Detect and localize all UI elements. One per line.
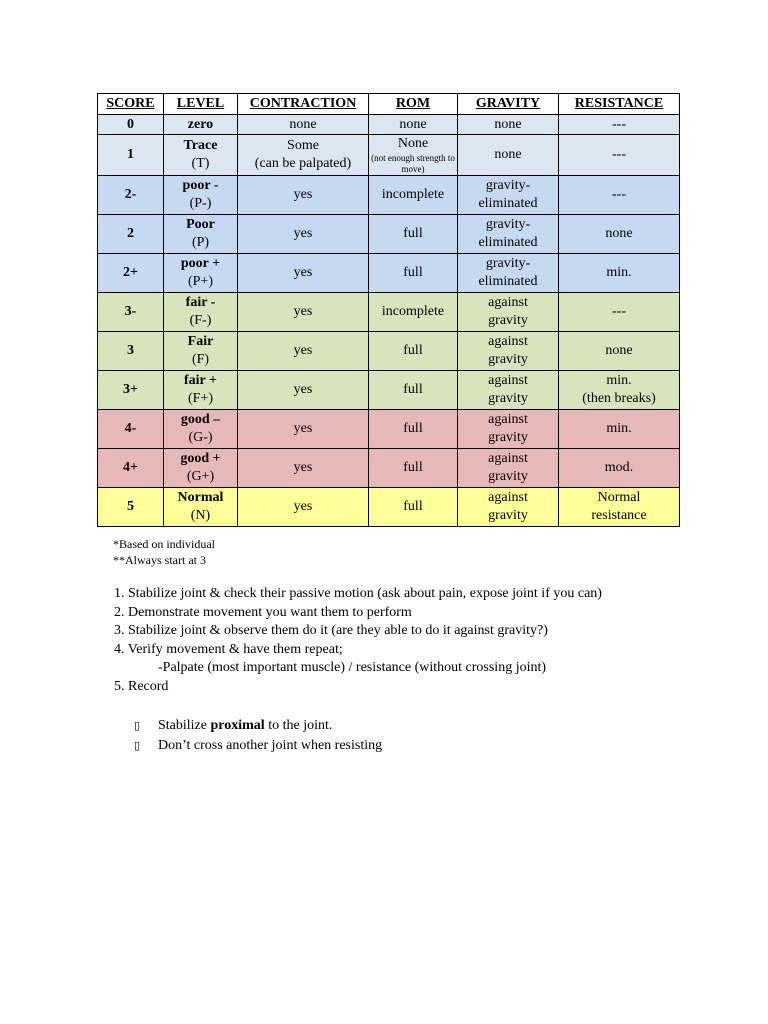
rom-value: incomplete bbox=[381, 304, 445, 319]
rom-cell bbox=[369, 488, 458, 527]
score-cell bbox=[98, 115, 164, 135]
level-name: Normal bbox=[177, 490, 224, 505]
score-cell bbox=[98, 254, 164, 293]
rom-note: (not enough strength to move) bbox=[371, 153, 455, 174]
gravity-value: none bbox=[494, 116, 522, 132]
contraction-value: yes bbox=[293, 304, 313, 319]
score-value: 3- bbox=[124, 304, 137, 319]
tip-text: Stabilize proximal to the joint. bbox=[158, 718, 333, 733]
table-row bbox=[98, 488, 680, 527]
level-name: Fair bbox=[187, 334, 214, 349]
contraction-value: yes bbox=[293, 421, 313, 436]
table-row bbox=[98, 215, 680, 254]
level-abbr: (G-) bbox=[188, 430, 213, 445]
tip-text: Don’t cross another joint when resisting bbox=[158, 737, 383, 753]
step-item: 4. Verify movement & have them repeat; bbox=[114, 641, 343, 657]
rom-cell bbox=[369, 135, 458, 176]
table-row bbox=[98, 371, 680, 410]
contraction-value: yes bbox=[293, 343, 313, 358]
level-cell bbox=[164, 332, 238, 371]
gravity-cell bbox=[458, 410, 559, 449]
bullet-box-icon: ▯ bbox=[134, 738, 141, 752]
rom-value: full bbox=[403, 499, 423, 514]
score-cell bbox=[98, 135, 164, 176]
level-cell bbox=[164, 293, 238, 332]
table-row bbox=[98, 115, 680, 135]
contraction-value: yes bbox=[293, 187, 313, 202]
resistance-cell bbox=[559, 488, 680, 527]
table-header-row bbox=[98, 94, 680, 115]
rom-cell bbox=[369, 371, 458, 410]
step-item: 3. Stabilize joint & observe them do it (are they able to do it against gravity?) bbox=[114, 623, 548, 639]
resistance-cell bbox=[559, 449, 680, 488]
level-abbr: (P-) bbox=[189, 196, 212, 211]
rom-cell bbox=[369, 115, 458, 135]
rom-value: full bbox=[403, 265, 423, 280]
header-score: SCORE bbox=[98, 94, 164, 115]
resistance-note: resistance bbox=[591, 508, 647, 523]
contraction-value: yes bbox=[293, 460, 313, 475]
gravity-note: gravity bbox=[488, 508, 528, 523]
resistance-cell bbox=[559, 410, 680, 449]
rom-value: full bbox=[403, 382, 423, 397]
score-cell bbox=[98, 293, 164, 332]
resistance-cell bbox=[559, 176, 680, 215]
gravity-note: gravity bbox=[488, 430, 528, 445]
level-cell bbox=[164, 254, 238, 293]
score-value: 3+ bbox=[123, 382, 138, 397]
resistance-value: none bbox=[605, 343, 633, 358]
level-cell bbox=[164, 371, 238, 410]
contraction-cell bbox=[238, 215, 369, 254]
gravity-cell bbox=[458, 293, 559, 332]
tip-item bbox=[134, 716, 382, 736]
gravity-value: gravity- bbox=[485, 178, 531, 193]
gravity-cell bbox=[458, 371, 559, 410]
level-abbr: (G+) bbox=[186, 469, 215, 484]
score-cell bbox=[98, 371, 164, 410]
gravity-value: against bbox=[488, 373, 528, 388]
rom-value: full bbox=[403, 343, 423, 358]
contraction-value: none bbox=[289, 116, 317, 132]
level-cell bbox=[164, 176, 238, 215]
score-value: 2 bbox=[127, 226, 134, 241]
score-value: 0 bbox=[127, 116, 134, 132]
resistance-value: none bbox=[605, 226, 633, 241]
level-abbr: (F) bbox=[191, 352, 210, 367]
table-row bbox=[98, 410, 680, 449]
contraction-cell bbox=[238, 115, 369, 135]
procedure-steps bbox=[114, 585, 602, 697]
contraction-value: yes bbox=[293, 226, 313, 241]
level-cell bbox=[164, 410, 238, 449]
gravity-cell bbox=[458, 449, 559, 488]
level-name: zero bbox=[187, 116, 214, 132]
gravity-value: against bbox=[488, 412, 528, 427]
gravity-cell bbox=[458, 176, 559, 215]
header-rom: ROM bbox=[369, 94, 458, 115]
tip-item bbox=[134, 736, 382, 756]
score-cell bbox=[98, 176, 164, 215]
resistance-value: min. bbox=[606, 421, 632, 436]
gravity-note: gravity bbox=[488, 313, 528, 328]
rom-cell bbox=[369, 293, 458, 332]
level-abbr: (F-) bbox=[189, 313, 212, 328]
contraction-cell bbox=[238, 449, 369, 488]
tips-list bbox=[134, 716, 382, 755]
level-cell bbox=[164, 135, 238, 176]
contraction-cell bbox=[238, 488, 369, 527]
level-name: poor - bbox=[182, 178, 219, 193]
rom-cell bbox=[369, 332, 458, 371]
resistance-cell bbox=[559, 254, 680, 293]
level-name: Trace bbox=[183, 138, 218, 153]
rom-cell bbox=[369, 176, 458, 215]
resistance-cell bbox=[559, 115, 680, 135]
score-value: 2+ bbox=[123, 265, 138, 280]
level-name: good + bbox=[180, 451, 221, 466]
resistance-cell bbox=[559, 293, 680, 332]
table-row bbox=[98, 293, 680, 332]
muscle-grading-table bbox=[97, 93, 680, 527]
gravity-value: gravity- bbox=[485, 256, 531, 271]
level-name: fair - bbox=[185, 295, 216, 310]
rom-value: incomplete bbox=[381, 187, 445, 202]
footnote: *Based on individual bbox=[113, 537, 215, 551]
contraction-cell bbox=[238, 410, 369, 449]
level-name: Poor bbox=[186, 217, 215, 232]
table-row bbox=[98, 135, 680, 176]
score-value: 2- bbox=[124, 187, 137, 202]
gravity-note: eliminated bbox=[478, 235, 538, 250]
footnotes bbox=[113, 536, 215, 568]
gravity-value: against bbox=[488, 334, 528, 349]
contraction-value: yes bbox=[293, 265, 313, 280]
rom-value: None bbox=[397, 136, 429, 151]
rom-cell bbox=[369, 410, 458, 449]
gravity-value: gravity- bbox=[485, 217, 531, 232]
table-row bbox=[98, 254, 680, 293]
gravity-value: none bbox=[494, 147, 522, 162]
score-cell bbox=[98, 449, 164, 488]
resistance-cell bbox=[559, 332, 680, 371]
gravity-cell bbox=[458, 215, 559, 254]
rom-value: full bbox=[403, 226, 423, 241]
level-name: fair + bbox=[184, 373, 217, 388]
level-abbr: (N) bbox=[190, 508, 211, 523]
rom-value: full bbox=[403, 460, 423, 475]
gravity-cell bbox=[458, 254, 559, 293]
rom-value: none bbox=[399, 116, 427, 132]
header-resistance: RESISTANCE bbox=[559, 94, 680, 115]
table-row bbox=[98, 449, 680, 488]
rom-value: full bbox=[403, 421, 423, 436]
score-cell bbox=[98, 215, 164, 254]
gravity-note: eliminated bbox=[478, 274, 538, 289]
contraction-cell bbox=[238, 332, 369, 371]
resistance-value: --- bbox=[612, 116, 626, 132]
resistance-cell bbox=[559, 215, 680, 254]
score-value: 4+ bbox=[123, 460, 138, 475]
rom-cell bbox=[369, 254, 458, 293]
gravity-value: against bbox=[488, 295, 528, 310]
gravity-cell bbox=[458, 115, 559, 135]
gravity-note: gravity bbox=[488, 352, 528, 367]
bullet-box-icon: ▯ bbox=[134, 719, 141, 732]
table-row bbox=[98, 176, 680, 215]
level-cell bbox=[164, 115, 238, 135]
contraction-value: yes bbox=[293, 382, 313, 397]
contraction-cell bbox=[238, 254, 369, 293]
score-cell bbox=[98, 332, 164, 371]
gravity-cell bbox=[458, 488, 559, 527]
score-value: 3 bbox=[127, 343, 134, 358]
header-gravity: GRAVITY bbox=[458, 94, 559, 115]
step-subitem: -Palpate (most important muscle) / resistance (without crossing joint) bbox=[158, 660, 547, 676]
contraction-cell bbox=[238, 293, 369, 332]
level-abbr: (T) bbox=[191, 156, 210, 171]
step-item: 5. Record bbox=[114, 678, 169, 694]
gravity-note: gravity bbox=[488, 469, 528, 484]
step-item: 2. Demonstrate movement you want them to perform bbox=[114, 604, 412, 620]
rom-cell bbox=[369, 449, 458, 488]
resistance-cell bbox=[559, 371, 680, 410]
rom-cell bbox=[369, 215, 458, 254]
footnote: **Always start at 3 bbox=[113, 553, 206, 567]
gravity-note: eliminated bbox=[478, 196, 538, 211]
level-name: poor + bbox=[180, 256, 221, 271]
header-contraction: CONTRACTION bbox=[238, 94, 369, 115]
tip-emphasis: proximal bbox=[210, 718, 265, 733]
resistance-value: --- bbox=[612, 304, 626, 319]
level-abbr: (F+) bbox=[187, 391, 213, 406]
score-value: 4- bbox=[124, 421, 137, 436]
contraction-value: yes bbox=[293, 499, 313, 514]
gravity-value: against bbox=[488, 490, 528, 505]
resistance-value: --- bbox=[612, 147, 626, 162]
level-cell bbox=[164, 449, 238, 488]
resistance-value: Normal bbox=[597, 490, 641, 505]
resistance-cell bbox=[559, 135, 680, 176]
score-value: 5 bbox=[127, 499, 134, 514]
level-abbr: (P) bbox=[191, 235, 210, 250]
step-item: 1. Stabilize joint & check their passive motion (ask about pain, expose joint if you can) bbox=[114, 586, 602, 601]
contraction-note: (can be palpated) bbox=[254, 156, 352, 171]
contraction-cell bbox=[238, 135, 369, 176]
gravity-cell bbox=[458, 135, 559, 176]
score-cell bbox=[98, 410, 164, 449]
resistance-value: mod. bbox=[604, 460, 634, 475]
score-cell bbox=[98, 488, 164, 527]
contraction-value: Some bbox=[287, 138, 319, 153]
contraction-cell bbox=[238, 176, 369, 215]
resistance-value: min. bbox=[606, 373, 632, 388]
gravity-cell bbox=[458, 332, 559, 371]
gravity-value: against bbox=[488, 451, 528, 466]
level-abbr: (P+) bbox=[187, 274, 213, 289]
score-value: 1 bbox=[127, 147, 134, 162]
contraction-cell bbox=[238, 371, 369, 410]
resistance-note: (then breaks) bbox=[582, 391, 656, 406]
level-name: good – bbox=[180, 412, 221, 427]
level-cell bbox=[164, 488, 238, 527]
resistance-value: min. bbox=[606, 265, 632, 280]
table-row bbox=[98, 332, 680, 371]
gravity-note: gravity bbox=[488, 391, 528, 406]
header-level: LEVEL bbox=[164, 94, 238, 115]
level-cell bbox=[164, 215, 238, 254]
resistance-value: --- bbox=[612, 187, 626, 202]
